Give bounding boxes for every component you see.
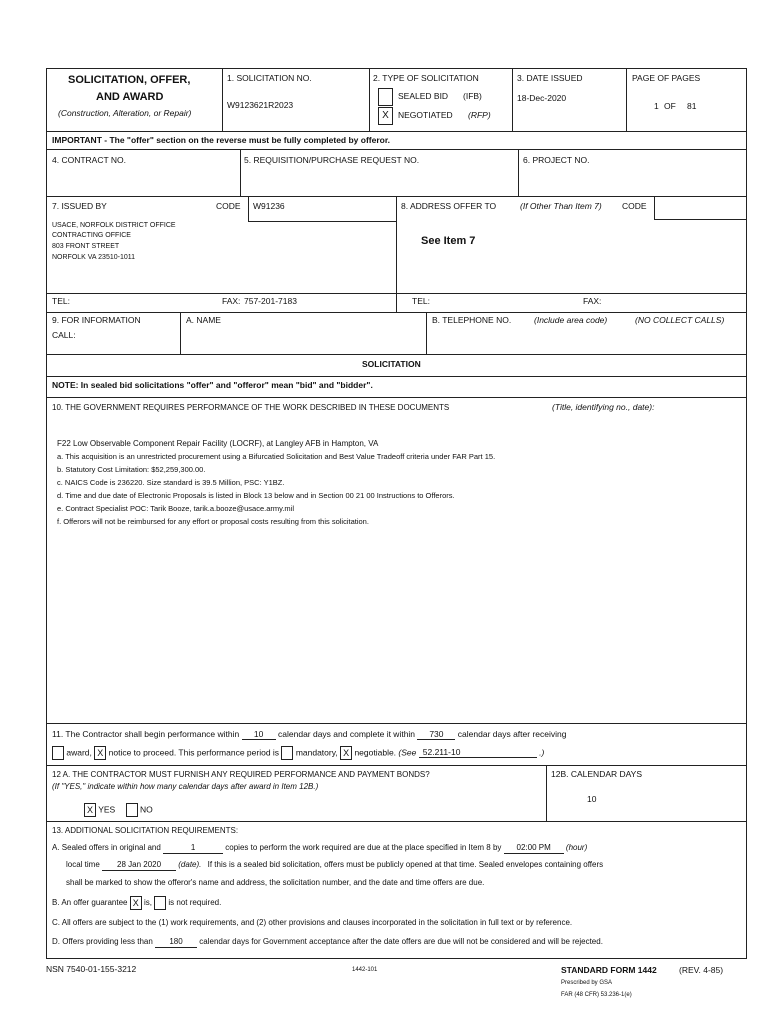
item10-line: c. NAICS Code is 236220. Size standard is 39.5 Million, PSC: Y1BZ. [57, 478, 285, 487]
mandatory-label: mandatory, [295, 747, 338, 758]
rule [46, 723, 747, 724]
info-name-label: A. NAME [186, 315, 221, 325]
issued-code-value: W91236 [253, 201, 285, 211]
calendar-days-label: 12B. CALENDAR DAYS [551, 769, 643, 779]
item10-line: a. This acquisition is an unrestricted procurement using a Bifurcatied Solicitation and Best Value Tradeoff criteria under FAR Part 15. [57, 452, 496, 461]
bonds-note: (If "YES," indicate within how many calendar days after award in Item 12B.) [52, 782, 319, 791]
rule [512, 68, 513, 131]
page-of-pages-label: PAGE OF PAGES [632, 73, 701, 83]
negotiable-label: negotiable. [354, 747, 397, 758]
page-current: 1 [654, 101, 659, 111]
date-issued-value: 18-Dec-2020 [517, 93, 567, 103]
page-total: 81 [687, 101, 697, 111]
rule [518, 149, 519, 196]
award-label: award, [66, 747, 92, 758]
due-time-value[interactable]: 02:00 PM [504, 843, 564, 854]
item10-line: F22 Low Observable Component Repair Facility (LOCRF), at Langley AFB in Hampton, VA [57, 439, 379, 448]
item13-text: calendar days for Government acceptance after the date offers are due will not be considered and will be rejected. [199, 937, 603, 946]
issued-address-line: USACE, NORFOLK DISTRICT OFFICE [52, 222, 176, 229]
negotiated-label: NEGOTIATED [398, 110, 453, 120]
issued-fax-value: 757-201-7183 [244, 296, 297, 306]
item13-text: A. Sealed offers in original and [52, 843, 161, 852]
sealed-bid-checkbox[interactable] [378, 88, 393, 106]
form-name: STANDARD FORM 1442 [561, 965, 657, 975]
item13-a-line2 [66, 860, 603, 871]
rule [626, 68, 627, 131]
item13-text: If this is a sealed bid solicitation, offers must be publicly opened at that time. Sealed envelopes containing offers [207, 860, 604, 869]
negotiated-abbr: (RFP) [468, 110, 491, 120]
item13-a-line3: shall be marked to show the offeror's name and address, the solicitation number, and the date and time offers are due. [66, 878, 485, 887]
rule [654, 196, 655, 219]
page-of: OF [664, 101, 676, 111]
issued-tel-label: TEL: [52, 296, 70, 306]
rule [222, 68, 223, 131]
address-offer-fax-label: FAX: [583, 296, 602, 306]
address-offer-label: 8. ADDRESS OFFER TO [401, 201, 497, 211]
form-revision: (REV. 4-85) [679, 965, 724, 975]
address-offer-tel-label: TEL: [412, 296, 430, 306]
bonds-label: 12 A. THE CONTRACTOR MUST FURNISH ANY REQUIRED PERFORMANCE AND PAYMENT BONDS? [52, 770, 430, 779]
item13-text: B. An offer guarantee [52, 898, 128, 908]
item10-line: d. Time and due date of Electronic Proposals is listed in Block 13 below and in Section 00 21 00 Instructions to Offerors. [57, 491, 455, 500]
far-reference: FAR (48 CFR) 53.236-1(e) [561, 992, 632, 998]
bonds-no-label: NO [139, 804, 153, 815]
issued-address-line: 803 FRONT STREET [52, 243, 120, 250]
rule [46, 149, 747, 150]
item11-text: calendar days after receiving [457, 729, 567, 739]
issued-fax-label: FAX: [222, 296, 241, 306]
bonds-yes-checkbox[interactable]: X [84, 803, 96, 817]
guarantee-not-label: is not required. [168, 898, 222, 908]
hour-label: (hour) [565, 843, 588, 852]
project-no-label: 6. PROJECT NO. [523, 155, 590, 165]
prescribed-by: Prescribed by GSA [561, 980, 613, 986]
item11-text: calendar days and complete it within [278, 729, 416, 739]
solicitation-heading: SOLICITATION [362, 359, 421, 369]
sealed-bid-label: SEALED BID [398, 91, 449, 101]
rule [46, 131, 747, 132]
item13-text: copies to perform the work required are due at the place specified in Item 8 by [225, 843, 502, 852]
date-label: (date). [178, 860, 202, 869]
rule [46, 312, 747, 313]
address-offer-code-label: CODE [622, 201, 647, 211]
rule [426, 312, 427, 354]
item10-line: e. Contract Specialist POC: Tarik Booze, tarik.a.booze@usace.army.mil [57, 504, 295, 513]
form-code: 1442-101 [352, 967, 378, 973]
rule [46, 821, 747, 822]
bonds-options [84, 803, 153, 817]
rule [46, 354, 747, 355]
rule [46, 376, 747, 377]
nsn-number: NSN 7540-01-155-3212 [46, 964, 137, 974]
issued-address-line: CONTRACTING OFFICE [52, 232, 131, 239]
award-checkbox[interactable] [52, 746, 64, 760]
rule [248, 196, 249, 221]
form-title-line2: AND AWARD [96, 91, 164, 103]
notice-to-proceed-checkbox[interactable]: X [94, 746, 106, 760]
sealed-bid-abbr: (IFB) [463, 91, 482, 101]
solicitation-no-label: 1. SOLICITATION NO. [227, 73, 312, 83]
issued-by-label: 7. ISSUED BY [52, 201, 107, 211]
item11-line2 [52, 746, 544, 760]
guarantee-is-label: is, [143, 898, 152, 908]
item11-text: 11. The Contractor shall begin performance within [52, 729, 240, 739]
acceptance-days-value[interactable]: 180 [155, 937, 197, 948]
item10-qualifier: (Title, identifying no., date): [552, 402, 655, 412]
negotiable-checkbox[interactable]: X [340, 746, 352, 760]
info-call-label-line2: CALL: [52, 330, 76, 340]
solicitation-type-label: 2. TYPE OF SOLICITATION [373, 73, 479, 83]
important-notice: IMPORTANT - The "offer" section on the reverse must be fully completed by offeror. [52, 135, 391, 145]
form-title: SOLICITATION, OFFER, [68, 74, 191, 86]
see-close: .) [539, 747, 545, 758]
rule [654, 219, 747, 220]
info-telephone-label: B. TELEPHONE NO. [432, 315, 512, 325]
bonds-no-checkbox[interactable] [126, 803, 138, 817]
rule [248, 221, 396, 222]
address-offer-qualifier: (If Other Than Item 7) [520, 201, 602, 211]
item10-label: 10. THE GOVERNMENT REQUIRES PERFORMANCE OF THE WORK DESCRIBED IN THESE DOCUMENTS [52, 403, 450, 412]
item13-text: D. Offers providing less than [52, 937, 153, 946]
item13-label: 13. ADDITIONAL SOLICITATION REQUIREMENTS: [52, 826, 239, 835]
rule [46, 293, 747, 294]
date-issued-label: 3. DATE ISSUED [517, 73, 583, 83]
item13-text: local time [66, 860, 100, 869]
info-area-code: (Include area code) [534, 315, 608, 325]
item13-c-line: C. All offers are subject to the (1) work requirements, and (2) other provisions and clauses incorporated in the solicitation in full text or by reference. [52, 918, 573, 927]
rule [46, 397, 747, 398]
rule [46, 765, 747, 766]
due-date-value[interactable]: 28 Jan 2020 [102, 860, 176, 871]
item13-b-line [52, 896, 221, 910]
rule [240, 149, 241, 196]
complete-days-value[interactable]: 730 [417, 729, 455, 740]
see-label: (See [398, 747, 417, 758]
negotiated-checkbox[interactable]: X [378, 107, 393, 125]
item10-line: f. Offerors will not be reimbursed for any effort or proposal costs resulting from this solicitation. [57, 517, 369, 526]
item11-line1 [52, 729, 566, 740]
notice-label: notice to proceed. This performance period is [108, 747, 280, 758]
see-reference: 52.211-10 [419, 747, 537, 758]
calendar-days-value: 10 [587, 794, 597, 804]
item13-a-line1 [52, 843, 587, 854]
issued-address-line: NORFOLK VA 23510-1011 [52, 254, 136, 261]
rule [180, 312, 181, 354]
rule [369, 68, 370, 131]
contract-no-label: 4. CONTRACT NO. [52, 155, 126, 165]
sealed-bid-note: NOTE: In sealed bid solicitations "offer" and "offeror" mean "bid" and "bidder". [52, 380, 373, 390]
guarantee-is-checkbox[interactable]: X [130, 896, 142, 910]
requisition-no-label: 5. REQUISITION/PURCHASE REQUEST NO. [244, 155, 420, 165]
guarantee-not-checkbox[interactable] [154, 896, 166, 910]
rule [396, 196, 397, 312]
begin-days-value[interactable]: 10 [242, 729, 276, 740]
form-subtitle: (Construction, Alteration, or Repair) [58, 108, 192, 118]
rule [546, 765, 547, 821]
address-offer-value: See Item 7 [421, 235, 476, 247]
info-no-collect: (NO COLLECT CALLS) [635, 315, 725, 325]
item10-line: b. Statutory Cost Limitation: $52,259,300.00. [57, 465, 206, 474]
bonds-yes-label: YES [98, 804, 116, 815]
info-call-label: 9. FOR INFORMATION [52, 315, 141, 325]
solicitation-no-value: W9123621R2023 [227, 100, 294, 110]
copies-value[interactable]: 1 [163, 843, 223, 854]
item13-d-line [52, 937, 603, 948]
issued-code-label: CODE [216, 201, 241, 211]
mandatory-checkbox[interactable] [281, 746, 293, 760]
